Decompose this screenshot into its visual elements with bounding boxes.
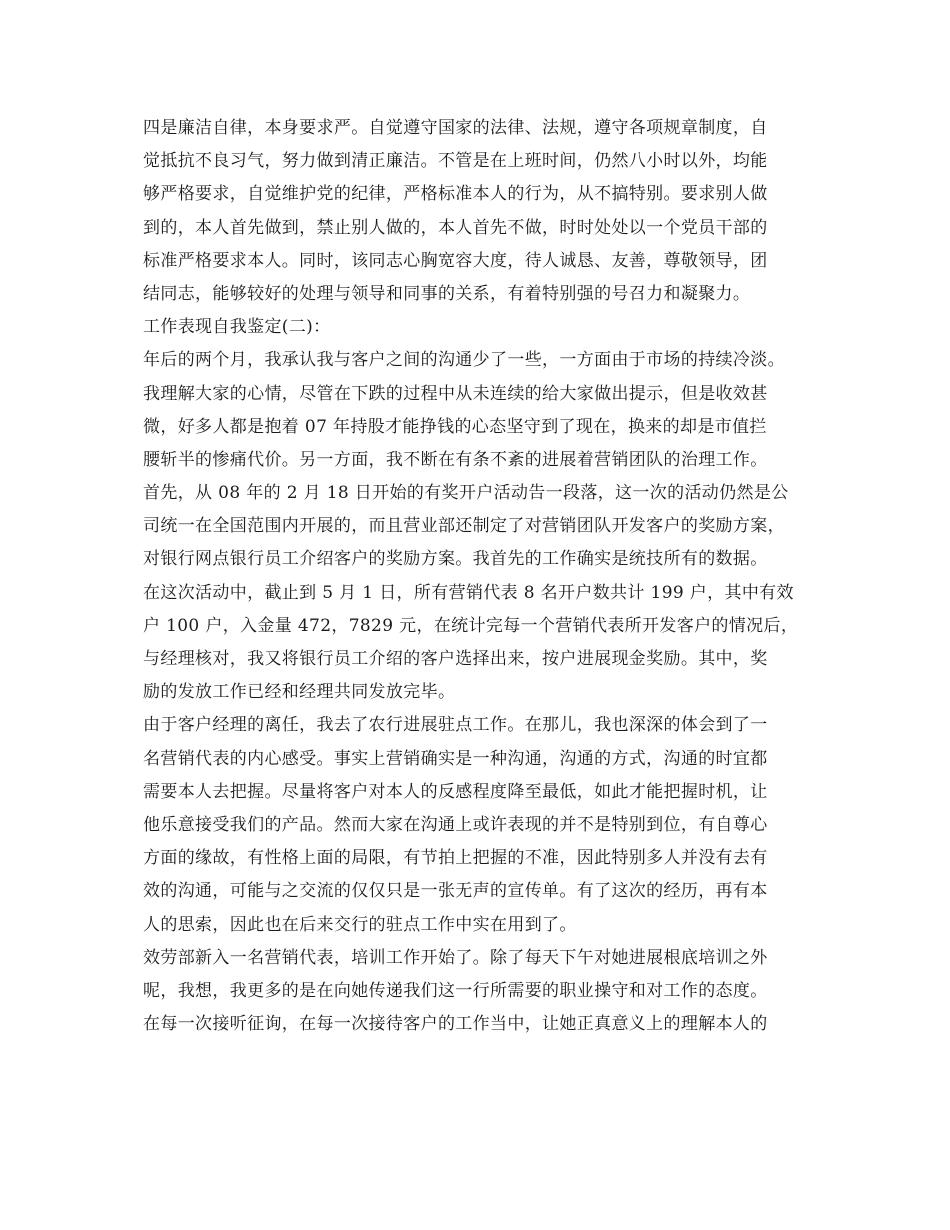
text-line: 户 100 户，入金量 472，7829 元，在统计完每一个营销代表所开发客户的情况后， [143,615,799,636]
text-line: 到的，本人首先做到，禁止别人做的，本人首先不做，时时处处以一个党员干部的 [143,217,768,238]
text-line: 标准严格要求本人。同时，该同志心胸宽容大度，待人诚恳、友善，尊敬领导，团 [143,250,768,271]
text-line: 腰斩半的惨痛代价。另一方面，我不断在有条不紊的进展着营销团队的治理工作。 [143,449,768,470]
text-line: 与经理核对，我又将银行员工介绍的客户选择出来，按户进展现金奖励。其中，奖 [143,649,768,669]
section-heading: 工作表现自我鉴定(二)： [143,317,331,338]
text-line: 对银行网点银行员工介绍客户的奖励方案。我首先的工作确实是统技所有的数据。 [143,549,768,570]
text-line: 由于客户经理的离任，我去了农行进展驻点工作。在那儿，我也深深的体会到了一 [143,715,768,736]
document-body [143,112,823,1041]
text-line: 在这次活动中，截止到 5 月 1 日，所有营销代表 8 名开户数共计 199 户，其中有效 [143,582,794,603]
text-line: 名营销代表的内心感受。事实上营销确实是一种沟通，沟通的方式，沟通的时宜都 [143,748,768,769]
text-line: 我理解大家的心情，尽管在下跌的过程中从未连续的给大家做出提示，但是收效甚 [143,383,768,404]
text-line: 人的思索，因此也在后来交行的驻点工作中实在用到了。 [143,914,577,935]
text-line: 首先，从 08 年的 2 月 18 日开始的有奖开户活动告一段落，这一次的活动仍然是公 [143,483,789,504]
text-line: 司统一在全国范围内开展的，而且营业部还制定了对营销团队开发客户的奖励方案， [143,516,785,537]
text-line: 励的发放工作已经和经理共同发放完毕。 [143,682,456,703]
text-line: 呢，我想，我更多的是在向她传递我们这一行所需要的职业操守和对工作的态度。 [143,980,768,1001]
text-line: 年后的两个月，我承认我与客户之间的沟通少了一些，一方面由于市场的持续冷淡。 [143,350,785,371]
text-line: 需要本人去把握。尽量将客户对本人的反感程度降至最低，如此才能把握时机，让 [143,781,768,802]
text-line: 微，好多人都是抱着 07 年持股才能挣钱的心态坚守到了现在，换来的却是市值拦 [143,416,767,437]
text-line: 他乐意接受我们的产品。然而大家在沟通上或许表现的并不是特别到位，有自尊心 [143,814,768,835]
text-line: 效的沟通，可能与之交流的仅仅只是一张无声的宣传单。有了这次的经历，再有本 [143,881,768,902]
text-line: 结同志，能够较好的处理与领导和同事的关系，有着特别强的号召力和凝聚力。 [143,283,751,304]
text-line: 方面的缘故，有性格上面的局限，有节拍上把握的不准，因此特别多人并没有去有 [143,848,768,869]
text-line: 在每一次接听征询，在每一次接待客户的工作当中，让她正真意义上的理解本人的 [143,1014,768,1035]
text-line: 四是廉洁自律，本身要求严。自觉遵守国家的法律、法规，遵守各项规章制度，自 [143,118,768,138]
text-line: 效劳部新入一名营销代表，培训工作开始了。除了每天下午对她进展根底培训之外 [143,947,768,968]
text-line: 觉抵抗不良习气，努力做到清正廉洁。不管是在上班时间，仍然八小时以外，均能 [143,151,768,172]
text-line: 够严格要求，自觉维护党的纪律，严格标准本人的行为，从不搞特别。要求别人做 [143,184,768,205]
